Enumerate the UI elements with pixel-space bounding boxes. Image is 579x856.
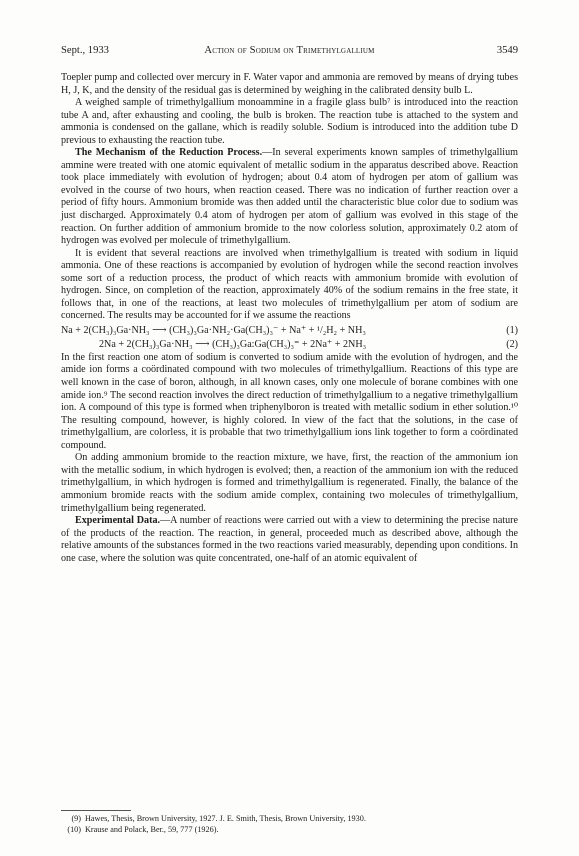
footnote-10-number: (10) [67, 825, 81, 834]
experimental-text: —A number of reactions were carried out with a view to determining the precise nature of the products of the reaction. The reaction, in general, proceeded much as described above, although the relative amounts of the substances formed in the two reactions varied measurably, depending upon conditions. In one case, where the solution was quite concentrated, one-half of an atomic equivalent of [61, 515, 518, 564]
equation-1 [61, 324, 518, 337]
mechanism-text: —In several experiments known samples of trimethylgallium ammine were treated with one atomic equivalent of metallic sodium in the apparatus described above. Reaction took place immediately with evolution of hydrogen; about 0.4 atom of hydrogen per atom of gallium was evolved in the course of two hours, when reaction ceased. There was no indication of further reaction over a period of fifty hours. Ammonium bromide was then added until the characteristic blue color due to sodium was just discharged. Approximately 0.4 atom of hydrogen per atom of gallium was evolved in this stage of the reaction. On further addition of ammonium bromide to the now colorless solution, approximately 0.2 atom of hydrogen was evolved per molecule of trimethylgallium. [61, 147, 518, 247]
running-header [61, 44, 518, 58]
paragraph-reactions-intro: It is evident that several reactions are involved when trimethylgallium is treated with sodium in liquid ammonia. One of these reactions is accompanied by evolution of hydrogen while the second reaction involves some sort of a reduction process, the product of which reacts with ammonium bromide with evolution of hydrogen. Since, on completion of the reaction, approximately 40% of the sodium remains in the free state, it follows that, in one of the reactions, at least two molecules of trimethylgallium per atom of sodium are concerned. The results may be accounted for if we assume the reactions [61, 247, 518, 322]
footnote-rule [61, 810, 131, 811]
paragraph-sample-intro: A weighed sample of trimethylgallium monoammine in a fragile glass bulb⁷ is introduced into the reaction tube A and, after exhausting and cooling, the bulb is broken. The reaction tube is attached to the system and ammonia is condensed on the gallane, which is readily soluble. Sodium is introduced into the addition tube D previous to exhausting the reaction tube. [61, 97, 518, 146]
paragraph-ammonium-bromide: On adding ammonium bromide to the reaction mixture, we have, first, the reaction of the ammonium ion with the metallic sodium, in which hydrogen is evolved; then, a reaction of the ammonium ion with the reduced trimethylgallium, in which hydrogen is formed and trimethylgallium is regenerated. Finally, the balance of the ammonium bromide reacts with the sodium amide complex, containing two molecules of trimethylgallium, trimethylgallium being regenerated. [61, 452, 518, 514]
equation-1-number: (1) [506, 324, 518, 336]
paragraph-discussion: In the first reaction one atom of sodium is converted to sodium amide with the evolution of hydrogen, and the amide ion forms a coördinated compound with two molecules of trimethylgallium. Reactions of this type are well known in the case of boron, although, in all known cases, only one molecule of borane combines with one amide ion.⁹ The second reaction involves the direct reduction of trimethylgallium to a negative trimethylgallium ion. A compound of this type is formed when triphenylboron is treated with metallic sodium in ether solution.¹⁰ The resulting compound, however, is highly colored. In view of the fact that the solutions, in the case of trimethylgallium, are colorless, it is probable that two trimethylgallium ions link together to form a coördinated compound. [61, 351, 518, 451]
footnote-9 [61, 814, 518, 824]
footnote-10-text: Krause and Polack, Ber., 59, 777 (1926). [85, 825, 219, 834]
equation-1-body: Na + 2(CH₃)₃Ga·NH₃ ⟶ (CH₃)₃Ga·NH₂·Ga(CH₃)₃⁻ + Na⁺ + ¹/₂H₂ + NH₃ [61, 324, 366, 336]
paragraph-experimental [61, 515, 518, 565]
footnote-9-number: (9) [71, 814, 81, 823]
equation-2-body: 2Na + 2(CH₃)₃Ga·NH₃ ⟶ (CH₃)₃Ga:Ga(CH₃)₃⁼ + 2Na⁺ + 2NH₃ [99, 338, 367, 350]
equation-2-number: (2) [506, 338, 518, 350]
footnote-10 [61, 825, 518, 835]
section-heading-experimental: Experimental Data. [75, 515, 161, 527]
paragraph-continuation: Toepler pump and collected over mercury in F. Water vapor and ammonia are removed by means of drying tubes H, J, K, and the density of the residual gas is determined by weighing in the calibrated density bulb L. [61, 72, 518, 96]
header-date: Sept., 1933 [61, 45, 109, 56]
article-body [61, 72, 518, 565]
footnote-9-text: Hawes, Thesis, Brown University, 1927. J. E. Smith, Thesis, Brown University, 1930. [85, 814, 366, 823]
page-number: 3549 [496, 45, 518, 56]
paragraph-mechanism [61, 147, 518, 247]
section-heading-mechanism: The Mechanism of the Reduction Process. [75, 147, 263, 159]
header-title: Action of Sodium on Trimethylgallium [204, 45, 375, 56]
equation-2 [61, 338, 518, 351]
